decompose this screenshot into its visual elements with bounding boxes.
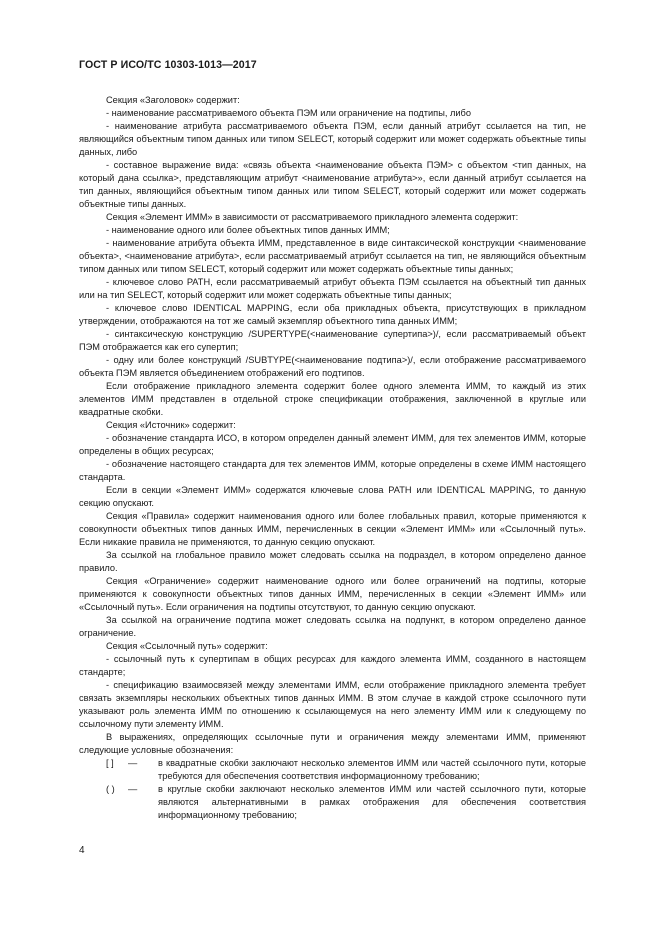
paragraph: За ссылкой на ограничение подтипа может следовать ссылка на подпункт, в котором определено данное ограничение. [79, 615, 586, 638]
paragraph: - наименование атрибута объекта ИММ, представленное в виде синтаксической конструкции <наименование объекта>, <наименование атрибута>, если рассматриваемый атрибут ссылается на тип, не являющийся объектным типом данных или типом SELECT, который содержит или может содержать объектные типы данных; [79, 238, 586, 274]
notation-symbol: ( ) [106, 784, 115, 794]
page-number: 4 [79, 845, 85, 856]
notation-text: в квадратные скобки заключают несколько элементов ИММ или частей ссылочного пути, которые требуются для обеспечения соответствия информационному требованию; [158, 758, 586, 781]
paragraph: - обозначение стандарта ИСО, в котором определен данный элемент ИММ, для тех элементов ИММ, которые определены в общих ресурсах; [79, 433, 586, 456]
paragraph: - синтаксическую конструкцию /SUPERTYPE(<наименование супертипа>)/, если рассматриваемый объект ПЭМ отображается как его супертип; [79, 329, 586, 352]
paragraph: - ключевое слово PATH, если рассматриваемый атрибут объекта ПЭМ ссылается на объектный тип данных или на тип SELECT, который содержит или может содержать объектные типы данных; [79, 277, 586, 300]
paragraph: - наименование рассматриваемого объекта ПЭМ или ограничение на подтипы, либо [106, 108, 471, 118]
notation-item-square-brackets [79, 757, 586, 783]
paragraph: - наименование одного или более объектных типов данных ИММ; [106, 225, 390, 235]
notation-item-round-brackets [79, 783, 586, 822]
paragraph: Секция «Ссылочный путь» содержит: [106, 641, 268, 651]
document-header: ГОСТ Р ИСО/ТС 10303-1013—2017 [79, 59, 257, 71]
paragraph: В выражениях, определяющих ссылочные пути и ограничения между элементами ИММ, применяют следующие условные обозначения: [79, 732, 586, 755]
notation-dash: — [128, 784, 138, 794]
paragraph: Секция «Заголовок» содержит: [106, 95, 240, 105]
paragraph: Если отображение прикладного элемента содержит более одного элемента ИММ, то каждый из этих элементов ИММ представлен в отдельной строке спецификации отображения, заключенной в круглые или квадратные скобки. [79, 381, 586, 417]
paragraph: - одну или более конструкций /SUBTYPE(<наименование подтипа>)/, если отображение рассматриваемого объекта ПЭМ является объединением отображений его подтипов. [79, 355, 586, 378]
paragraph: - спецификацию взаимосвязей между элементами ИММ, если отображение прикладного элемента требует связать экземпляры нескольких объектных типов данных ИММ. В этом случае в каждой строке ссылочного пути указывают роль элемента ИММ по отношению к ссылающемуся на него элементу ИММ или к следующему по ссылочному пути элементу ИММ. [79, 680, 586, 729]
paragraph: Секция «Ограничение» содержит наименование одного или более ограничений на подтипы, которые применяются к совокупности объектных типов данных ИММ, перечисленных в секции «Элемент ИММ» или «Ссылочный путь». Если ограничения на подтипы отсутствуют, то данную секцию опускают. [79, 576, 586, 612]
paragraph: Секция «Правила» содержит наименования одного или более глобальных правил, которые применяются к совокупности объектных типов данных ИММ, перечисленных в секции «Элемент ИММ» или «Ссылочный путь». Если никакие правила не применяются, то данную секцию опускают. [79, 511, 586, 547]
document-body [79, 94, 586, 822]
paragraph: За ссылкой на глобальное правило может следовать ссылка на подраздел, в котором определено данное правило. [79, 550, 586, 573]
notation-dash: — [128, 758, 138, 768]
paragraph: - обозначение настоящего стандарта для тех элементов ИММ, которые определены в схеме ИММ настоящего стандарта. [79, 459, 586, 482]
notation-symbol: [ ] [106, 758, 114, 768]
paragraph: Если в секции «Элемент ИММ» содержатся ключевые слова PATH или IDENTICAL MAPPING, то данную секцию опускают. [79, 485, 586, 508]
paragraph: Секция «Элемент ИММ» в зависимости от рассматриваемого прикладного элемента содержит: [106, 212, 519, 222]
paragraph: - ключевое слово IDENTICAL MAPPING, если оба прикладных объекта, присутствующих в прикладном утверждении, отображаются на тот же самый экземпляр объектного типа данных ИММ; [79, 303, 586, 326]
paragraph: - наименование атрибута рассматриваемого объекта ПЭМ, если данный атрибут ссылается на тип, не являющийся объектным типом данных или типом SELECT, который содержит или может содержать объектные типы данных, либо [79, 121, 586, 157]
paragraph: Секция «Источник» содержит: [106, 420, 236, 430]
notation-text: в круглые скобки заключают несколько элементов ИММ или частей ссылочного пути, которые являются альтернативными в рамках отображения для обеспечения соответствия информационному требованию; [158, 784, 586, 820]
paragraph: - ссылочный путь к супертипам в общих ресурсах для каждого элемента ИММ, созданного в настоящем стандарте; [79, 654, 586, 677]
paragraph: - составное выражение вида: «связь объекта <наименование объекта ПЭМ> с объектом <тип данных, на который дана ссылка>, представляющим атрибут <наименование атрибута>», если данный атрибут ссылается на тип данных, являющийся объектным типом данных или типом SELECT, который содержит или может содержать объектные типы данных. [79, 160, 586, 209]
